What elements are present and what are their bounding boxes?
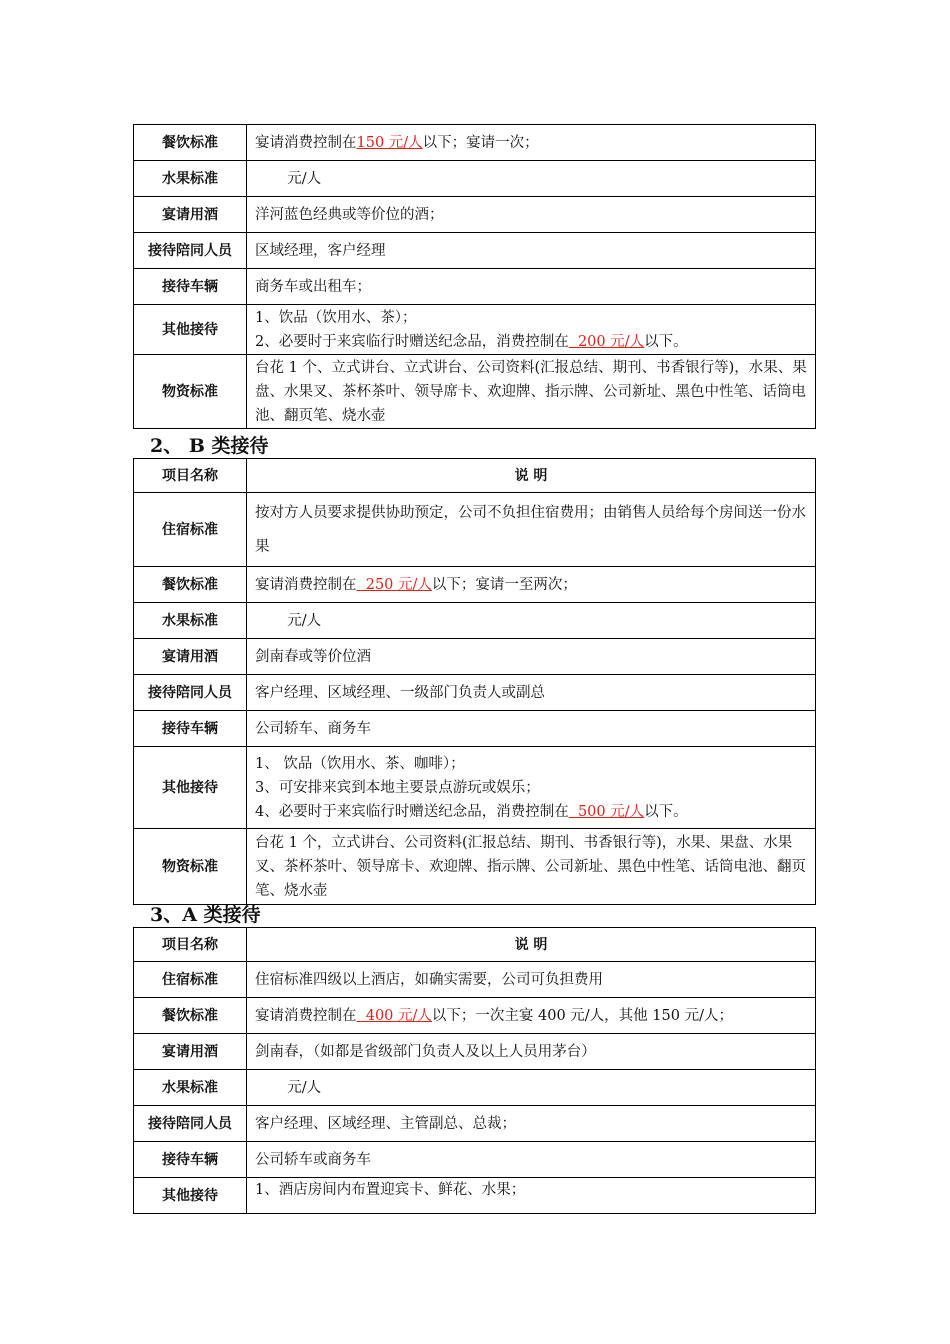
row-value: 1、酒店房间内布置迎宾卡、鲜花、水果； (247, 1178, 816, 1214)
table-row (134, 675, 816, 711)
row-value: 公司轿车或商务车 (247, 1142, 816, 1178)
table-b-class (133, 458, 816, 905)
table-a-class (133, 927, 816, 1214)
table-row (134, 1106, 816, 1142)
row-value: 客户经理、区域经理、一级部门负责人或副总 (247, 675, 816, 711)
text-line: 1、 饮品（饮用水、茶、咖啡）； (255, 755, 465, 772)
row-value: 台花 1 个，立式讲台、公司资料(汇报总结、期刊、书香银行等)，水果、果盘、水果叉、茶杯茶叶、领导席卡、欢迎牌、指示牌、公司新址、黑色中性笔、话筒电池、翻页笔、烧水壶 (247, 829, 816, 905)
row-label: 接待陪同人员 (134, 233, 247, 269)
row-value: 区域经理，客户经理 (247, 233, 816, 269)
row-value: 住宿标准四级以上酒店，如确实需要，公司可负担费用 (247, 962, 816, 998)
row-label: 餐饮标准 (134, 998, 247, 1034)
text-line: 2、必要时于来宾临行时赠送纪念品，消费控制在 200 元/人以下。 (255, 333, 688, 350)
row-label: 其他接待 (134, 747, 247, 829)
row-value: 台花 1 个、立式讲台、立式讲台、公司资料(汇报总结、期刊、书香银行等)，水果、果盘、水果叉、茶杯茶叶、领导席卡、欢迎牌、指示牌、公司新址、黑色中性笔、话筒电池、翻页笔、烧水壶 (247, 355, 816, 429)
row-label: 其他接待 (134, 305, 247, 355)
row-label: 餐饮标准 (134, 567, 247, 603)
row-value: 元/人 (247, 603, 816, 639)
row-value: 公司轿车、商务车 (247, 711, 816, 747)
header-item: 项目名称 (134, 459, 247, 493)
row-label: 水果标准 (134, 1070, 247, 1106)
amount-text: 250 元/人 (356, 576, 432, 593)
row-label: 接待陪同人员 (134, 1106, 247, 1142)
row-label: 水果标准 (134, 603, 247, 639)
row-label: 接待陪同人员 (134, 675, 247, 711)
row-label: 接待车辆 (134, 1142, 247, 1178)
table-row (134, 1070, 816, 1106)
row-label: 住宿标准 (134, 493, 247, 567)
table-row (134, 1142, 816, 1178)
row-label: 接待车辆 (134, 711, 247, 747)
table-row (134, 829, 816, 905)
row-value: 洋河蓝色经典或等价位的酒； (247, 197, 816, 233)
text-line: 4、必要时于来宾临行时赠送纪念品，消费控制在 500 元/人以下。 (255, 803, 688, 820)
table-row (134, 639, 816, 675)
table-header-row (134, 459, 816, 493)
section-title-a: 3、A 类接待 (150, 904, 261, 926)
amount-text: 200 元/人 (568, 333, 645, 350)
table-header-row (134, 928, 816, 962)
table-row (134, 711, 816, 747)
text-line: 3、可安排来宾到本地主要景点游玩或娱乐； (255, 779, 540, 796)
row-value: 宴请消费控制在 250 元/人以下；宴请一至两次； (247, 567, 816, 603)
row-value: 元/人 (247, 161, 816, 197)
table-row (134, 197, 816, 233)
table-row (134, 305, 816, 355)
table-row (134, 1178, 816, 1214)
amount-text: 150 元/人 (356, 134, 423, 151)
amount-text: 500 元/人 (568, 803, 645, 820)
row-value: 客户经理、区域经理、主管副总、总裁； (247, 1106, 816, 1142)
row-value (247, 747, 816, 829)
row-value: 剑南春，（如都是省级部门负责人及以上人员用茅台） (247, 1034, 816, 1070)
row-value: 按对方人员要求提供协助预定，公司不负担住宿费用；由销售人员给每个房间送一份水果 (247, 493, 816, 567)
row-value: 剑南春或等价位酒 (247, 639, 816, 675)
table-row (134, 355, 816, 429)
section-title-b: 2、 B 类接待 (150, 435, 269, 457)
table-row (134, 567, 816, 603)
table-row (134, 998, 816, 1034)
table-row (134, 125, 816, 161)
row-value (247, 305, 816, 355)
table-row (134, 747, 816, 829)
header-item: 项目名称 (134, 928, 247, 962)
table-row (134, 962, 816, 998)
row-label: 其他接待 (134, 1178, 247, 1214)
row-label: 接待车辆 (134, 269, 247, 305)
header-desc: 说 明 (247, 459, 816, 493)
table-row (134, 1034, 816, 1070)
amount-text: 400 元/人 (356, 1007, 432, 1024)
table-row (134, 269, 816, 305)
row-label: 宴请用酒 (134, 1034, 247, 1070)
row-label: 宴请用酒 (134, 197, 247, 233)
table-c-class (133, 124, 816, 429)
row-label: 住宿标准 (134, 962, 247, 998)
row-value: 元/人 (247, 1070, 816, 1106)
row-label: 物资标准 (134, 355, 247, 429)
text-line: 1、饮品（饮用水、茶）； (255, 309, 417, 326)
table-row (134, 493, 816, 567)
table-row (134, 603, 816, 639)
row-label: 水果标准 (134, 161, 247, 197)
table-row (134, 233, 816, 269)
row-label: 餐饮标准 (134, 125, 247, 161)
row-label: 宴请用酒 (134, 639, 247, 675)
row-label: 物资标准 (134, 829, 247, 905)
header-desc: 说 明 (247, 928, 816, 962)
table-row (134, 161, 816, 197)
row-value: 宴请消费控制在 400 元/人以下；一次主宴 400 元/人，其他 150 元/人； (247, 998, 816, 1034)
row-value: 商务车或出租车； (247, 269, 816, 305)
row-value: 宴请消费控制在150 元/人以下；宴请一次； (247, 125, 816, 161)
